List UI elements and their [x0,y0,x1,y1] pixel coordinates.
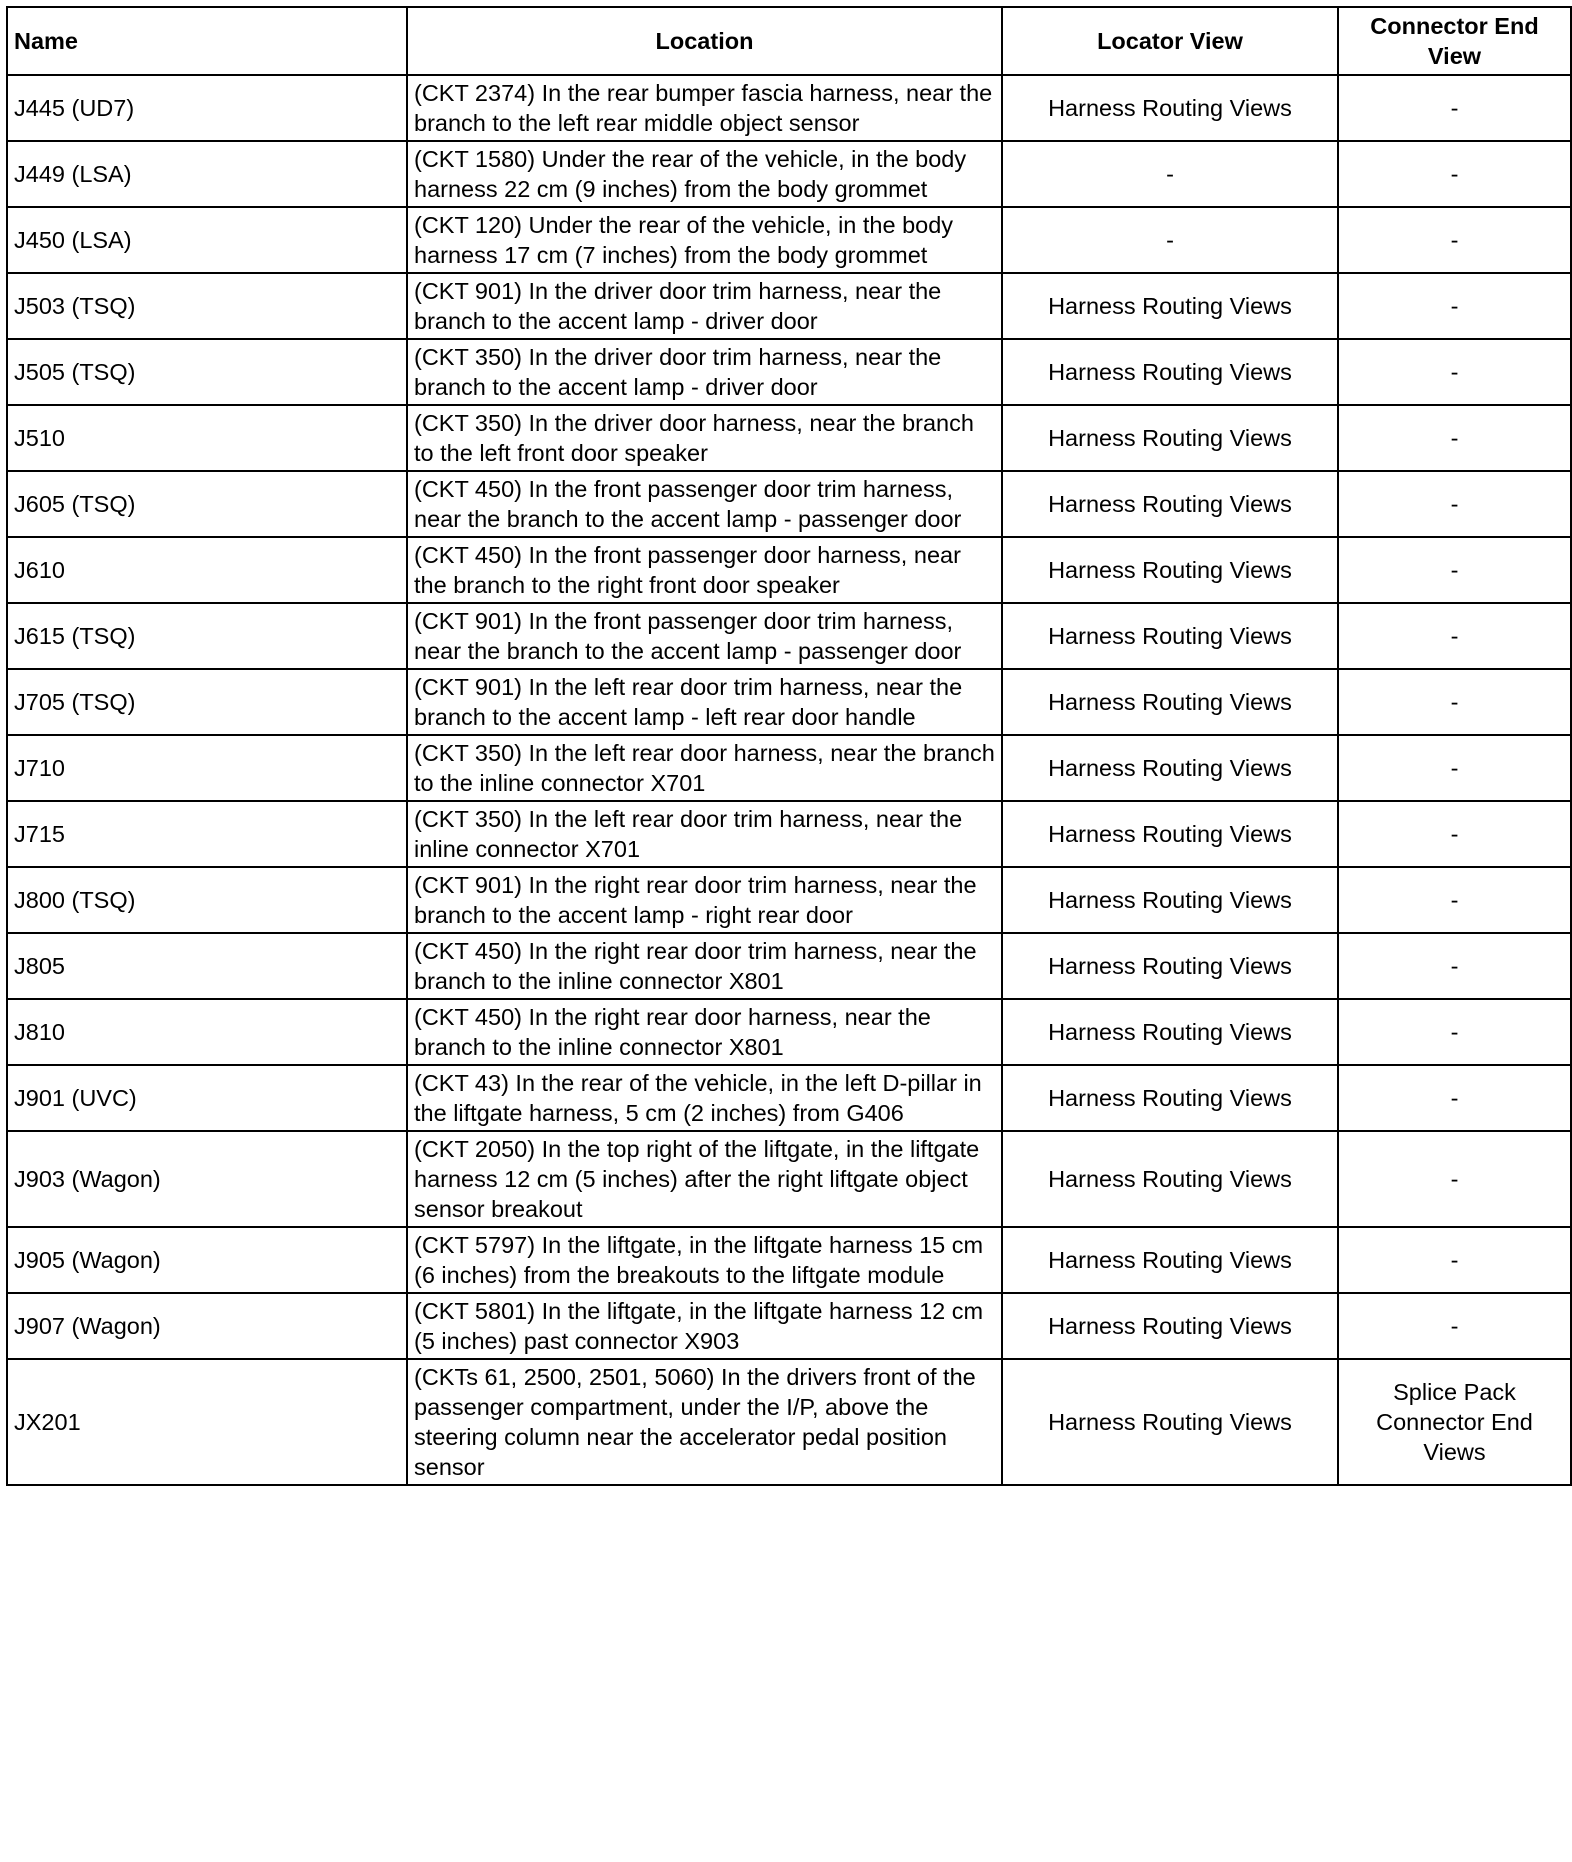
cell-name: J605 (TSQ) [7,471,407,537]
cell-name: J615 (TSQ) [7,603,407,669]
table-row [7,735,1571,801]
table-row [7,1227,1571,1293]
cell-locator-view[interactable]: Harness Routing Views [1002,471,1338,537]
cell-name: J503 (TSQ) [7,273,407,339]
cell-location: (CKT 2050) In the top right of the liftgate, in the liftgate harness 12 cm (5 inches) after the right liftgate object sensor breakout [407,1131,1002,1227]
cell-location: (CKT 901) In the left rear door trim harness, near the branch to the accent lamp - left rear door handle [407,669,1002,735]
header-connector-end-view: Connector End View [1338,7,1571,75]
cell-connector-end-view: - [1338,75,1571,141]
cell-locator-view[interactable]: Harness Routing Views [1002,867,1338,933]
cell-locator-view: - [1002,141,1338,207]
table-row [7,603,1571,669]
cell-locator-view[interactable]: Harness Routing Views [1002,603,1338,669]
table-row [7,999,1571,1065]
cell-name: J705 (TSQ) [7,669,407,735]
cell-name: J810 [7,999,407,1065]
cell-locator-view[interactable]: Harness Routing Views [1002,1227,1338,1293]
cell-name: J505 (TSQ) [7,339,407,405]
cell-locator-view[interactable]: Harness Routing Views [1002,273,1338,339]
cell-location: (CKT 5797) In the liftgate, in the liftgate harness 15 cm (6 inches) from the breakouts to the liftgate module [407,1227,1002,1293]
cell-location: (CKT 350) In the driver door harness, near the branch to the left front door speaker [407,405,1002,471]
cell-location: (CKT 2374) In the rear bumper fascia harness, near the branch to the left rear middle object sensor [407,75,1002,141]
cell-locator-view[interactable]: Harness Routing Views [1002,405,1338,471]
cell-name: J449 (LSA) [7,141,407,207]
cell-connector-end-view: - [1338,735,1571,801]
cell-name: J805 [7,933,407,999]
cell-locator-view[interactable]: Harness Routing Views [1002,735,1338,801]
cell-connector-end-view: - [1338,603,1571,669]
table-row [7,1131,1571,1227]
table-row [7,273,1571,339]
table-header-row [7,7,1571,75]
table-row [7,405,1571,471]
cell-connector-end-view: - [1338,867,1571,933]
table-row [7,1293,1571,1359]
table-row [7,339,1571,405]
cell-location: (CKT 350) In the left rear door trim harness, near the inline connector X701 [407,801,1002,867]
cell-connector-end-view: - [1338,273,1571,339]
cell-location: (CKT 1580) Under the rear of the vehicle, in the body harness 22 cm (9 inches) from the body grommet [407,141,1002,207]
cell-connector-end-view: - [1338,1065,1571,1131]
header-name: Name [7,7,407,75]
cell-name: J903 (Wagon) [7,1131,407,1227]
cell-connector-end-view: - [1338,1131,1571,1227]
table-row [7,669,1571,735]
cell-locator-view[interactable]: Harness Routing Views [1002,1131,1338,1227]
cell-connector-end-view: - [1338,537,1571,603]
cell-name: J901 (UVC) [7,1065,407,1131]
cell-locator-view[interactable]: Harness Routing Views [1002,669,1338,735]
cell-connector-end-view[interactable]: Splice Pack Connector End Views [1338,1359,1571,1485]
cell-location: (CKT 450) In the front passenger door trim harness, near the branch to the accent lamp - passenger door [407,471,1002,537]
table-row [7,141,1571,207]
cell-location: (CKT 450) In the front passenger door harness, near the branch to the right front door speaker [407,537,1002,603]
cell-locator-view[interactable]: Harness Routing Views [1002,537,1338,603]
cell-locator-view[interactable]: Harness Routing Views [1002,999,1338,1065]
cell-location: (CKT 450) In the right rear door harness, near the branch to the inline connector X801 [407,999,1002,1065]
cell-locator-view[interactable]: Harness Routing Views [1002,933,1338,999]
cell-connector-end-view: - [1338,999,1571,1065]
splice-location-table [6,6,1572,1486]
table-row [7,867,1571,933]
cell-connector-end-view: - [1338,801,1571,867]
table-row [7,471,1571,537]
cell-location: (CKT 450) In the right rear door trim harness, near the branch to the inline connector X801 [407,933,1002,999]
table-row [7,933,1571,999]
cell-location: (CKT 901) In the front passenger door trim harness, near the branch to the accent lamp - passenger door [407,603,1002,669]
table-row [7,537,1571,603]
table-row [7,801,1571,867]
header-locator-view: Locator View [1002,7,1338,75]
table-row [7,1065,1571,1131]
cell-connector-end-view: - [1338,1227,1571,1293]
cell-connector-end-view: - [1338,339,1571,405]
cell-name: J905 (Wagon) [7,1227,407,1293]
cell-locator-view[interactable]: Harness Routing Views [1002,801,1338,867]
cell-locator-view[interactable]: Harness Routing Views [1002,75,1338,141]
cell-connector-end-view: - [1338,1293,1571,1359]
cell-connector-end-view: - [1338,669,1571,735]
cell-connector-end-view: - [1338,471,1571,537]
table-body [7,75,1571,1485]
cell-locator-view[interactable]: Harness Routing Views [1002,339,1338,405]
cell-locator-view[interactable]: Harness Routing Views [1002,1065,1338,1131]
cell-location: (CKT 350) In the left rear door harness, near the branch to the inline connector X701 [407,735,1002,801]
cell-location: (CKT 901) In the right rear door trim harness, near the branch to the accent lamp - right rear door [407,867,1002,933]
cell-name: JX201 [7,1359,407,1485]
cell-connector-end-view: - [1338,405,1571,471]
cell-name: J510 [7,405,407,471]
cell-location: (CKT 901) In the driver door trim harness, near the branch to the accent lamp - driver door [407,273,1002,339]
cell-connector-end-view: - [1338,141,1571,207]
cell-name: J450 (LSA) [7,207,407,273]
cell-location: (CKT 43) In the rear of the vehicle, in the left D-pillar in the liftgate harness, 5 cm (2 inches) from G406 [407,1065,1002,1131]
cell-location: (CKT 5801) In the liftgate, in the liftgate harness 12 cm (5 inches) past connector X903 [407,1293,1002,1359]
table-row [7,207,1571,273]
header-location: Location [407,7,1002,75]
cell-locator-view[interactable]: Harness Routing Views [1002,1293,1338,1359]
cell-name: J610 [7,537,407,603]
cell-name: J715 [7,801,407,867]
cell-locator-view[interactable]: Harness Routing Views [1002,1359,1338,1485]
table-row [7,75,1571,141]
cell-location: (CKTs 61, 2500, 2501, 5060) In the drivers front of the passenger compartment, under the I/P, above the steering column near the accelerator pedal position sensor [407,1359,1002,1485]
cell-locator-view: - [1002,207,1338,273]
cell-name: J800 (TSQ) [7,867,407,933]
cell-location: (CKT 350) In the driver door trim harness, near the branch to the accent lamp - driver door [407,339,1002,405]
table-row [7,1359,1571,1485]
cell-connector-end-view: - [1338,933,1571,999]
cell-name: J710 [7,735,407,801]
cell-connector-end-view: - [1338,207,1571,273]
cell-name: J907 (Wagon) [7,1293,407,1359]
cell-location: (CKT 120) Under the rear of the vehicle, in the body harness 17 cm (7 inches) from the body grommet [407,207,1002,273]
cell-name: J445 (UD7) [7,75,407,141]
